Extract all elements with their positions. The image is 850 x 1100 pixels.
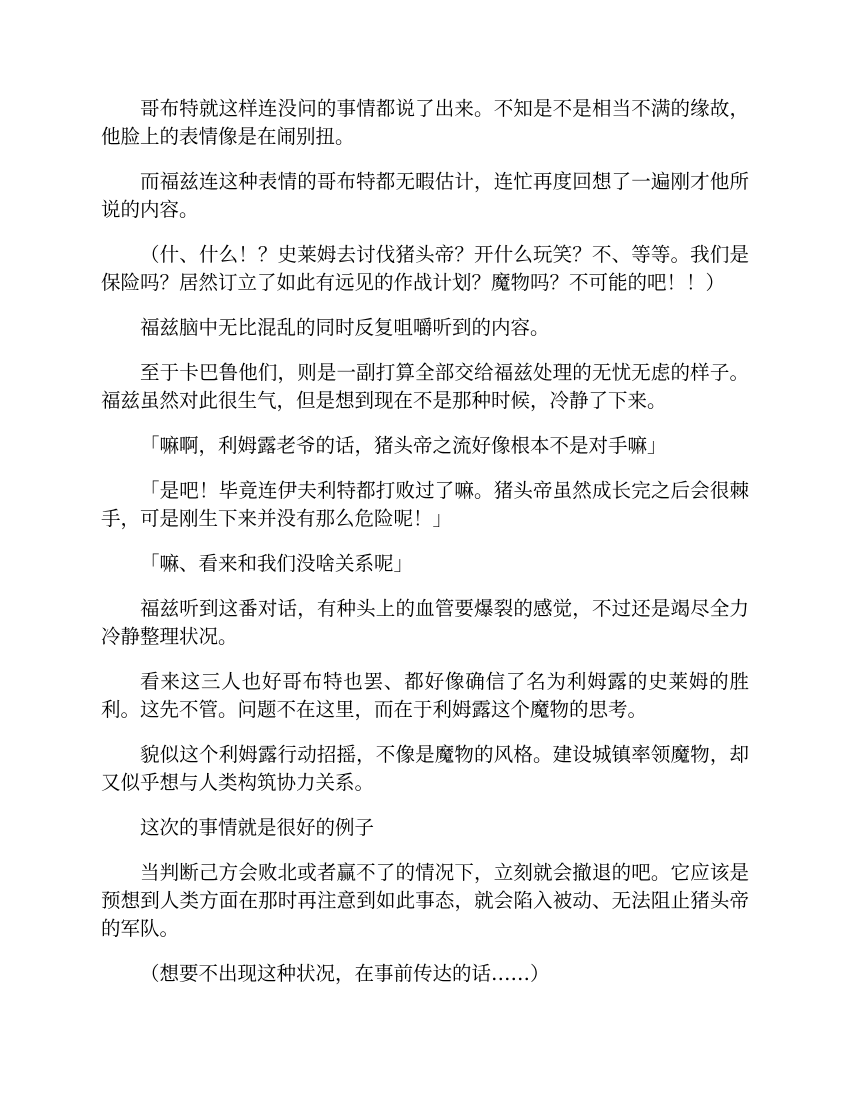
paragraph: 福兹脑中无比混乱的同时反复咀嚼听到的内容。 xyxy=(140,316,550,339)
paragraph: 福兹听到这番对话，有种头上的血管要爆裂的感觉，不过还是竭尽全力冷静整理状况。 xyxy=(101,597,749,648)
paragraph: 至于卡巴鲁他们，则是一副打算全部交给福兹处理的无忧无虑的样子。福兹虽然对此很生气，但是想到现在不是那种时候，冷静了下来。 xyxy=(101,361,749,412)
paragraph: 看来这三人也好哥布特也罢、都好像确信了名为利姆露的史莱姆的胜利。这先不管。问题不在这里，而在于利姆露这个魔物的思考。 xyxy=(101,670,749,721)
document-page xyxy=(101,95,749,1005)
paragraph: （什、什么！？史莱姆去讨伐猪头帝？开什么玩笑？不、等等。我们是保险吗？居然订立了如此有远见的作战计划？魔物吗？不可能的吧！！） xyxy=(101,243,749,294)
paragraph: 「是吧！毕竟连伊夫利特都打败过了嘛。猪头帝虽然成长完之后会很棘手，可是刚生下来并没有那么危险呢！」 xyxy=(101,479,749,530)
paragraph: 而福兹连这种表情的哥布特都无暇估计，连忙再度回想了一遍刚才他所说的内容。 xyxy=(101,170,749,221)
paragraph: 这次的事情就是很好的例子 xyxy=(140,816,375,839)
paragraph: 貌似这个利姆露行动招摇，不像是魔物的风格。建设城镇率领魔物，却又似乎想与人类构筑协力关系。 xyxy=(101,743,749,794)
paragraph: 当判断己方会败北或者赢不了的情况下，立刻就会撤退的吧。它应该是预想到人类方面在那时再注意到如此事态，就会陷入被动、无法阻止猪头帝的军队。 xyxy=(101,861,749,940)
paragraph: 「嘛、看来和我们没啥关系呢」 xyxy=(140,552,414,575)
paragraph: 「嘛啊，利姆露老爷的话，猪头帝之流好像根本不是对手嘛」 xyxy=(140,434,667,457)
paragraph: （想要不出现这种状况，在事前传达的话……） xyxy=(140,962,550,985)
paragraph: 哥布特就这样连没问的事情都说了出来。不知是不是相当不满的缘故，他脸上的表情像是在闹别扭。 xyxy=(101,97,749,148)
